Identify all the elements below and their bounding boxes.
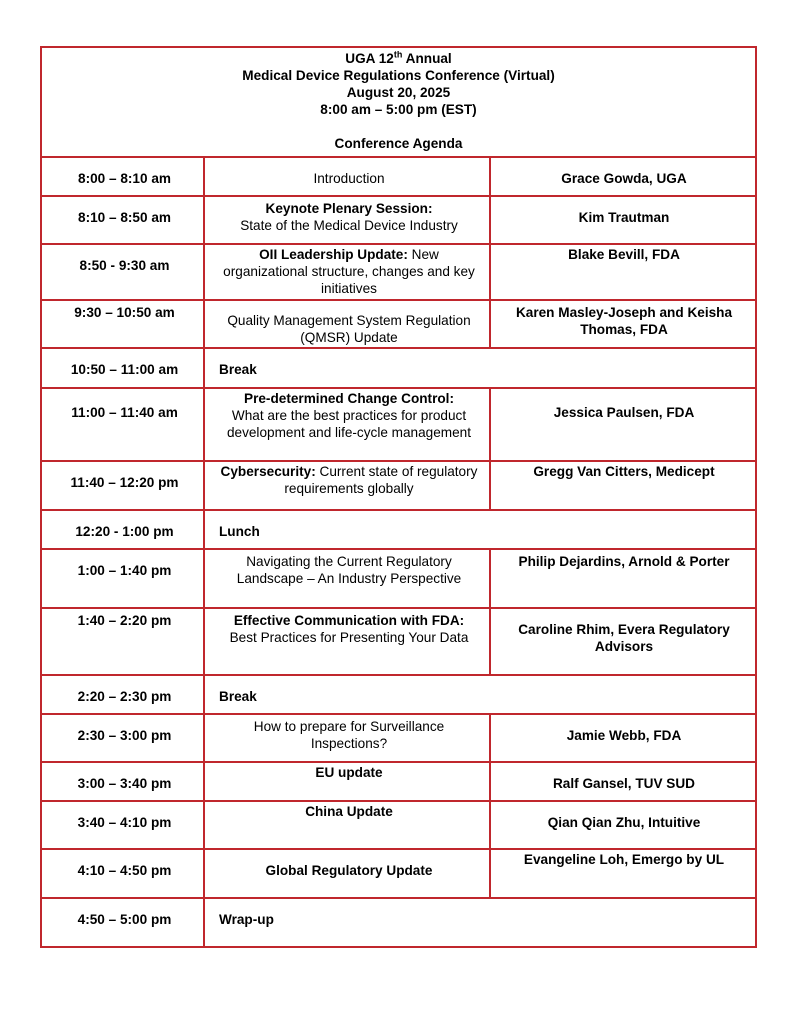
session-time: 11:00 – 11:40 am xyxy=(71,405,178,420)
session-speaker: Blake Bevill, FDA xyxy=(568,247,680,262)
session-topic xyxy=(207,612,491,646)
session-time: 11:40 – 12:20 pm xyxy=(70,475,179,490)
session-speaker: Philip Dejardins, Arnold & Porter xyxy=(518,554,730,569)
row-divider xyxy=(42,897,755,899)
session-time: 9:30 – 10:50 am xyxy=(74,305,175,320)
session-speaker: Qian Qian Zhu, Intuitive xyxy=(547,815,701,830)
session-topic: Break xyxy=(219,689,257,704)
row-divider xyxy=(42,243,755,245)
session-topic: Wrap-up xyxy=(219,912,274,927)
edition-number: UGA 12 xyxy=(345,51,394,66)
session-topic xyxy=(207,764,491,781)
session-speaker: Grace Gowda, UGA xyxy=(561,171,687,186)
session-topic-text: Best Practices for Presenting Your Data xyxy=(229,630,469,645)
session-topic xyxy=(207,803,491,820)
session-speaker: Kim Trautman xyxy=(578,210,670,225)
session-speaker: Caroline Rhim, Evera Regulatory Advisors xyxy=(518,622,730,654)
session-topic-heading: Global Regulatory Update xyxy=(265,863,433,878)
row-divider xyxy=(42,674,755,676)
session-topic: Break xyxy=(219,362,257,377)
row-divider xyxy=(42,347,755,349)
session-topic-heading: Cybersecurity: xyxy=(220,464,316,479)
session-topic-heading: Effective Communication with FDA: xyxy=(233,613,465,628)
session-topic-text: How to prepare for Surveillance Inspections? xyxy=(253,719,445,751)
row-divider xyxy=(42,607,755,609)
session-topic xyxy=(207,246,491,297)
session-speaker: Ralf Gansel, TUV SUD xyxy=(552,776,695,791)
row-divider xyxy=(42,800,755,802)
session-time: 4:10 – 4:50 pm xyxy=(77,863,172,878)
session-time: 2:30 – 3:00 pm xyxy=(77,728,172,743)
conference-hours: 8:00 am – 5:00 pm (EST) xyxy=(320,102,477,117)
edition-label: Annual xyxy=(402,51,452,66)
conference-title: Medical Device Regulations Conference (Virtual) xyxy=(242,68,555,83)
session-speaker: Jamie Webb, FDA xyxy=(566,728,682,743)
session-time: 1:40 – 2:20 pm xyxy=(77,613,172,628)
row-divider xyxy=(42,156,755,158)
session-topic-heading: Pre-determined Change Control: xyxy=(244,391,454,406)
session-topic xyxy=(207,200,491,234)
session-topic xyxy=(207,553,491,587)
session-topic: Lunch xyxy=(219,524,260,539)
session-time: 1:00 – 1:40 pm xyxy=(77,563,172,578)
row-divider xyxy=(42,548,755,550)
session-topic xyxy=(207,312,491,346)
session-topic-text: Current state of regulatory requirements globally xyxy=(284,464,478,496)
session-topic-text: New organizational structure, changes and key initiatives xyxy=(223,247,475,296)
row-divider xyxy=(42,387,755,389)
session-topic-heading: China Update xyxy=(305,804,393,819)
agenda-grid xyxy=(42,48,755,946)
session-time: 8:00 – 8:10 am xyxy=(78,171,171,186)
session-topic-heading: OII Leadership Update: xyxy=(259,247,408,262)
session-time: 8:50 - 9:30 am xyxy=(79,258,170,273)
session-topic-heading: Keynote Plenary Session: xyxy=(265,201,433,216)
row-divider xyxy=(42,761,755,763)
session-topic xyxy=(207,390,491,441)
column-divider xyxy=(203,388,205,461)
session-speaker: Karen Masley-Joseph and Keisha Thomas, FDA xyxy=(515,305,733,337)
session-topic-heading: EU update xyxy=(315,765,383,780)
session-time: 4:50 – 5:00 pm xyxy=(77,912,172,927)
session-speaker: Jessica Paulsen, FDA xyxy=(553,405,695,420)
conference-date: August 20, 2025 xyxy=(346,85,451,100)
session-time: 2:20 – 2:30 pm xyxy=(77,689,172,704)
row-divider xyxy=(42,713,755,715)
session-topic xyxy=(207,463,491,497)
session-topic-text: Quality Management System Regulation (QMSR) Update xyxy=(227,313,471,345)
row-divider xyxy=(42,509,755,511)
agenda-table xyxy=(40,46,757,948)
session-time: 12:20 - 1:00 pm xyxy=(75,524,174,539)
session-topic-text: State of the Medical Device Industry xyxy=(240,218,458,233)
session-time: 3:00 – 3:40 pm xyxy=(77,776,172,791)
session-topic xyxy=(207,170,491,187)
session-time: 10:50 – 11:00 am xyxy=(70,362,179,377)
session-speaker: Evangeline Loh, Emergo by UL xyxy=(523,852,725,867)
edition-suffix: th xyxy=(393,49,403,60)
session-speaker: Gregg Van Citters, Medicept xyxy=(533,464,715,479)
row-divider xyxy=(42,299,755,301)
row-divider xyxy=(42,460,755,462)
session-topic-text: What are the best practices for product development and life-cycle management xyxy=(226,408,472,440)
session-time: 8:10 – 8:50 am xyxy=(78,210,171,225)
session-topic xyxy=(207,862,491,879)
session-time: 3:40 – 4:10 pm xyxy=(77,815,172,830)
row-divider xyxy=(42,195,755,197)
session-topic-text: Navigating the Current Regulatory Landscape – An Industry Perspective xyxy=(236,554,462,586)
session-topic-text: Introduction xyxy=(313,171,385,186)
agenda-label: Conference Agenda xyxy=(334,136,463,151)
session-topic xyxy=(207,718,491,752)
row-divider xyxy=(42,848,755,850)
